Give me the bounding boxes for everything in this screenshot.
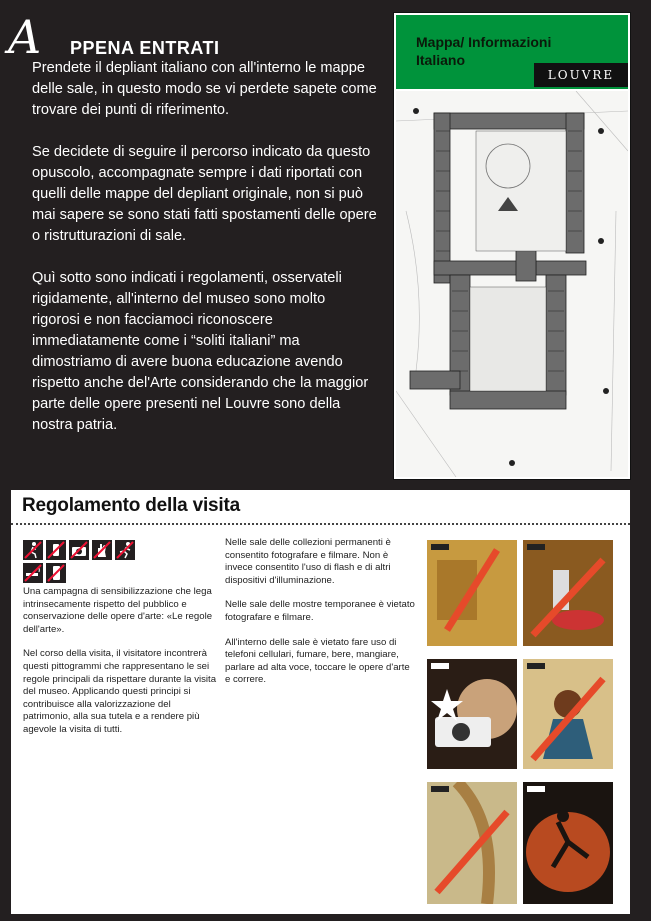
rules-left-column: [23, 586, 219, 749]
rules-paragraph: All'interno delle sale è vietato fare uso di telefoni cellulari, fumare, bere, mangiare, parlare ad alta voce, toccare le opere d'arte e correre.: [225, 636, 410, 686]
drop-cap: A: [8, 10, 42, 64]
rules-paragraph: Nelle sale delle collezioni permanenti è consentito fotografare e filmare. Non è invece consentito l'uso di flash e di altri dispositivi d'illuminazione.: [225, 537, 391, 586]
poster-camera-image: [427, 659, 517, 769]
no-touch-icon: [92, 540, 112, 560]
intro-paragraph: Prendete il depliant italiano con all'interno le mappe delle sale, in questo modo se vi perdete sapete come trovare dei punti di riferimento.: [32, 60, 377, 118]
rules-middle-column: [225, 537, 415, 699]
rules-paragraph: Una campagna di sensibilizzazione che lega intrinsecamente rispetto del pubblico e conservazione delle opere d'arte: «Le regole dell'arte».: [23, 586, 213, 635]
intro-heading: [8, 10, 368, 64]
no-phone-icon: [46, 563, 66, 583]
no-smoking-icon: [23, 563, 43, 583]
no-food-icon: [46, 540, 66, 560]
rules-paragraph: Nelle sale delle mostre temporanee è vietato fotografare e filmare.: [225, 599, 415, 623]
poster-fresco-image: [427, 782, 517, 904]
no-running-icon-2: [115, 540, 135, 560]
museum-map: [396, 91, 628, 477]
pictogram-row: [23, 540, 173, 560]
rules-panel: [11, 490, 630, 914]
intro-body: [32, 58, 377, 457]
brochure-title: Mappa/ Informazioni: [416, 34, 552, 50]
brochure-header: [396, 15, 628, 89]
poster-food-image: [523, 540, 613, 646]
brochure-language: Italiano: [416, 52, 466, 68]
intro-paragraph: Se decidete di seguire il percorso indicato da questo opuscolo, accompagnate sempre i dati riportati con quelli delle mappe del depliant originale, non si può mai sapere se sono stati fatti spostamenti delle opere o ristrutturazioni di sale.: [32, 144, 377, 244]
intro-paragraph: Quì sotto sono indicati i regolamenti, osservateli rigidamente, all'interno del museo sono molto rigorosi e non facciamoci riconoscere immediatamente come i “soliti italiani” ma dimostriamo di avere buona educazione avendo rispetto anche del'Arte considerando che la maggior parte delle opere presenti nel Louvre sono della nostra patria.: [32, 270, 369, 433]
poster-touch-image: [427, 540, 517, 646]
rules-paragraph: Nel corso della visita, il visitatore incontrerà questi pittogrammi che rappresentano le sei regole principali da rispettare durante la visita del museo. Applicando questi principi si contribuisce alla valorizzazione del patrimonio, alla sua tutela e a rendere più agevole la visita di tutti.: [23, 648, 217, 735]
no-running-icon: [23, 540, 43, 560]
heading-text: PPENA ENTRATI: [70, 38, 220, 58]
poster-egyptian-image: [523, 659, 613, 769]
pictogram-row: [23, 563, 173, 583]
poster-vase-image: [523, 782, 613, 904]
no-flash-icon: [69, 540, 89, 560]
louvre-logo: LOUVRE: [534, 63, 628, 87]
louvre-map-brochure: [393, 12, 631, 480]
rules-title: Regolamento della visita: [22, 495, 240, 516]
divider: [11, 523, 630, 525]
